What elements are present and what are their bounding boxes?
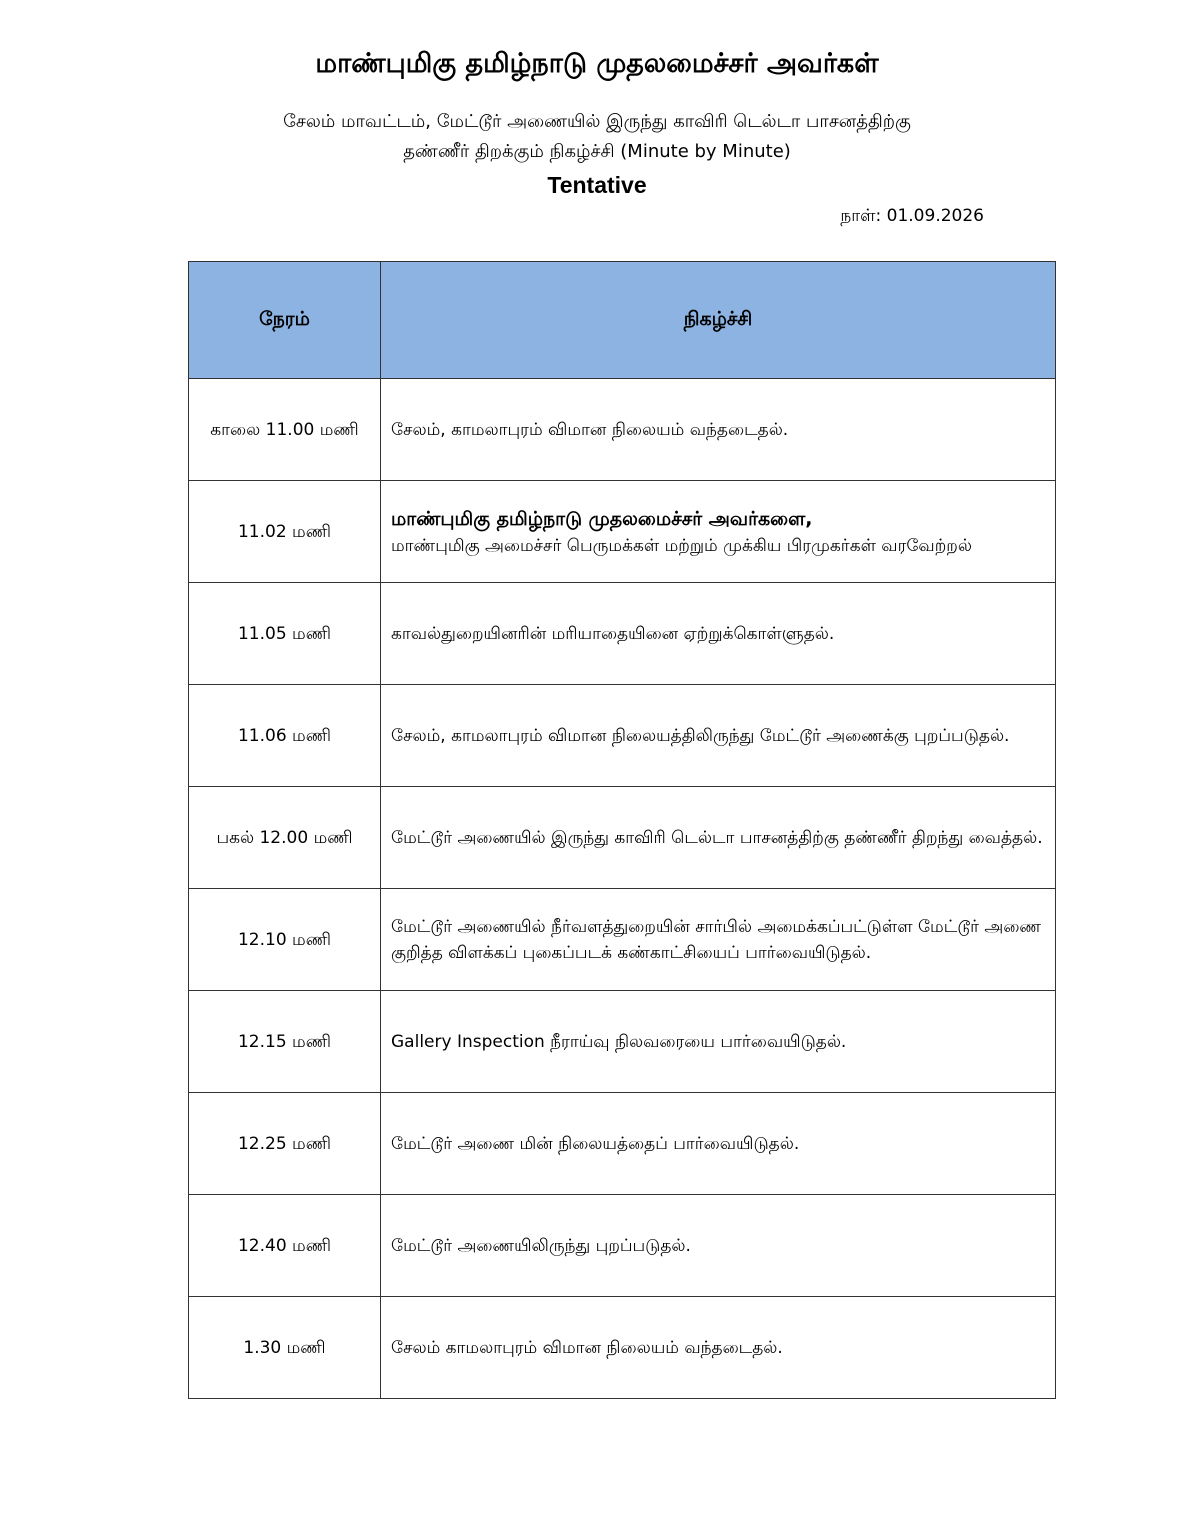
subtitle-line-1: சேலம் மாவட்டம், மேட்டூர் அணையில் இருந்து காவிரி டெல்டா பாசனத்திற்கு [283, 111, 911, 132]
time-cell: 12.25 மணி [189, 1093, 381, 1195]
event-cell [381, 787, 1056, 889]
event-text: சேலம், காமலாபுரம் விமான நிலையத்திலிருந்து மேட்டூர் அணைக்கு புறப்படுதல். [391, 725, 1010, 746]
status-label: Tentative [547, 172, 647, 198]
column-header-time: நேரம் [189, 262, 381, 379]
time-cell: காலை 11.00 மணி [189, 379, 381, 481]
event-cell [381, 991, 1056, 1093]
event-cell [381, 1297, 1056, 1399]
table-row [189, 583, 1056, 685]
event-highlight-text: மாண்புமிகு தமிழ்நாடு முதலமைச்சர் அவர்களை, [391, 507, 813, 530]
table-header-row [189, 262, 1056, 379]
time-cell: 12.40 மணி [189, 1195, 381, 1297]
column-header-event: நிகழ்ச்சி [381, 262, 1056, 379]
document-date: நாள்: 01.09.2026 [840, 206, 984, 226]
document-subtitle [0, 107, 1194, 167]
event-text: சேலம், காமலாபுரம் விமான நிலையம் வந்தடைதல். [391, 419, 789, 440]
time-cell: 11.05 மணி [189, 583, 381, 685]
event-text: மேட்டூர் அணையில் நீர்வளத்துறையின் சார்பில் அமைக்கப்பட்டுள்ள மேட்டூர் அணை குறித்த விளக்கப் புகைப்படக் கண்காட்சியைப் பார்வையிடுதல். [391, 916, 1042, 963]
time-cell: பகல் 12.00 மணி [189, 787, 381, 889]
event-text: சேலம் காமலாபுரம் விமான நிலையம் வந்தடைதல். [391, 1337, 783, 1358]
table-row [189, 787, 1056, 889]
event-cell [381, 379, 1056, 481]
schedule-body [189, 379, 1056, 1399]
event-text: மேட்டூர் அணையிலிருந்து புறப்படுதல். [391, 1235, 691, 1256]
table-row [189, 991, 1056, 1093]
event-cell [381, 583, 1056, 685]
event-text: மேட்டூர் அணையில் இருந்து காவிரி டெல்டா பாசனத்திற்கு தண்ணீர் திறந்து வைத்தல். [391, 827, 1043, 848]
table-row [189, 685, 1056, 787]
subtitle-line-2: தண்ணீர் திறக்கும் நிகழ்ச்சி (Minute by Minute) [403, 141, 791, 162]
table-row [189, 379, 1056, 481]
time-cell: 1.30 மணி [189, 1297, 381, 1399]
event-text: மாண்புமிகு அமைச்சர் பெருமக்கள் மற்றும் முக்கிய பிரமுகர்கள் வரவேற்றல் [391, 535, 972, 556]
schedule-table [188, 261, 1056, 1399]
time-cell: 12.10 மணி [189, 889, 381, 991]
time-cell: 11.02 மணி [189, 481, 381, 583]
document-title: மாண்புமிகு தமிழ்நாடு முதலமைச்சர் அவர்கள் [315, 48, 879, 79]
table-row [189, 1093, 1056, 1195]
event-cell [381, 1093, 1056, 1195]
event-cell [381, 685, 1056, 787]
table-row [189, 889, 1056, 991]
event-cell [381, 481, 1056, 583]
event-text: மேட்டூர் அணை மின் நிலையத்தைப் பார்வையிடுதல். [391, 1133, 800, 1154]
time-cell: 11.06 மணி [189, 685, 381, 787]
time-cell: 12.15 மணி [189, 991, 381, 1093]
table-row [189, 1195, 1056, 1297]
event-text: Gallery Inspection நீராய்வு நிலவரையை பார்வையிடுதல். [391, 1031, 847, 1052]
table-row [189, 1297, 1056, 1399]
event-cell [381, 889, 1056, 991]
table-row [189, 481, 1056, 583]
event-text: காவல்துறையினரின் மரியாதையினை ஏற்றுக்கொள்ளுதல். [391, 623, 835, 644]
event-cell [381, 1195, 1056, 1297]
